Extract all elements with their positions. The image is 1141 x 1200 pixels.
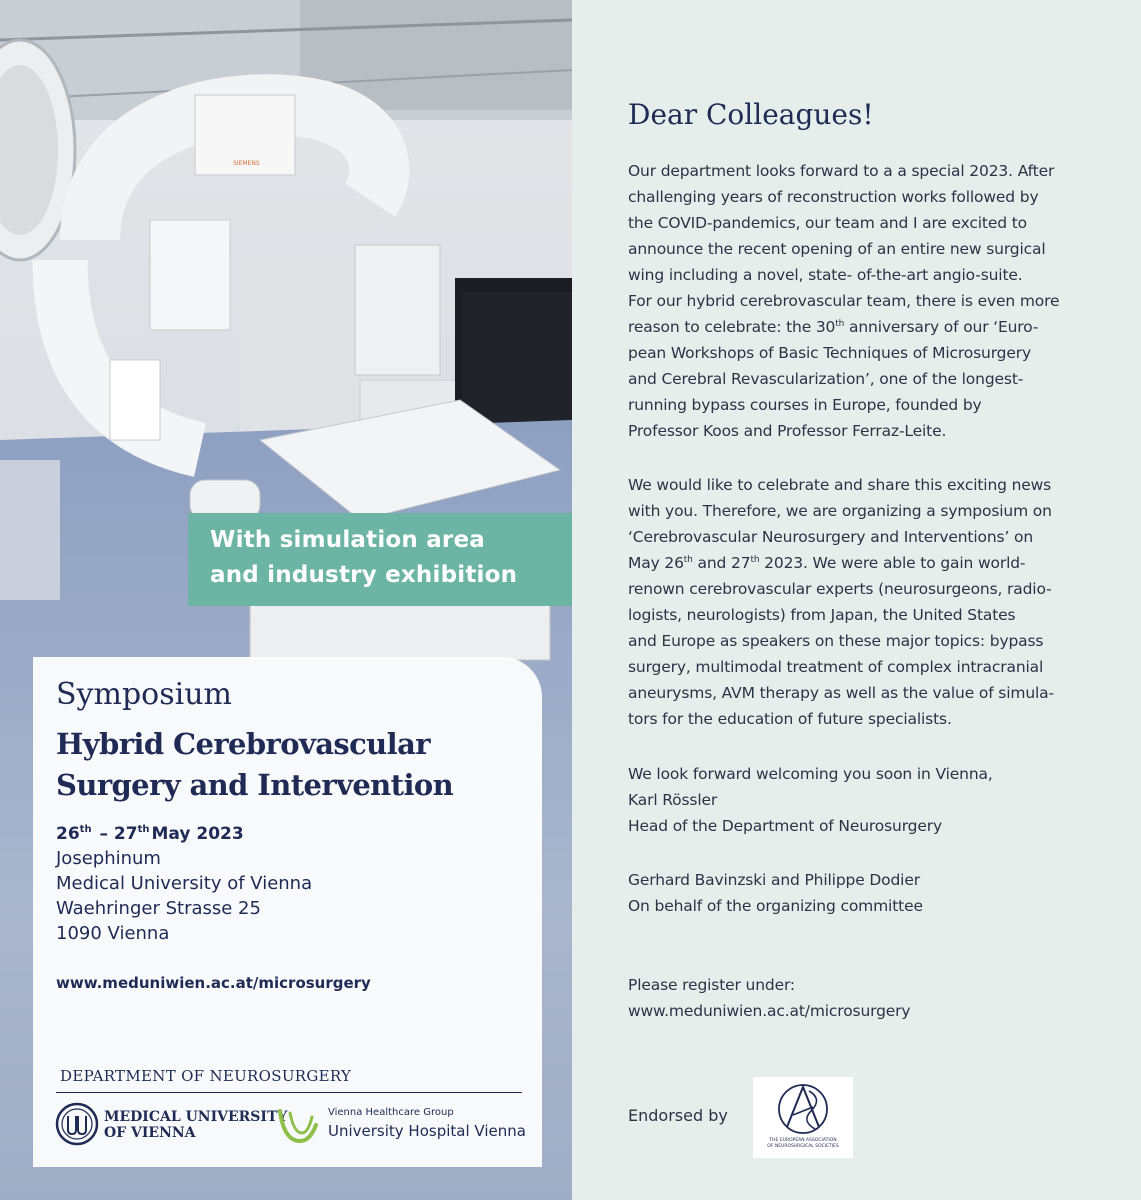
date-rest: May 2023 xyxy=(151,824,244,844)
letter-line: logists, neurologists) from Japan, the United States xyxy=(628,606,1016,624)
letter-line: and Cerebral Revascularization’, one of the longest- xyxy=(628,370,1024,388)
closing-line: We look forward welcoming you soon in Vienna, xyxy=(628,765,993,783)
letter-line: renown cerebrovascular experts (neurosurgeons, radio- xyxy=(628,580,1052,598)
signer-name: Karl Rössler xyxy=(628,791,718,809)
endorsed-by-label: Endorsed by xyxy=(628,1106,728,1125)
letter-line: running bypass courses in Europe, founded by xyxy=(628,396,982,414)
medical-university-name xyxy=(104,1109,287,1141)
eans-logo xyxy=(753,1077,853,1158)
letter-line xyxy=(628,554,1025,572)
anniversary-sup: th xyxy=(835,319,845,329)
website-link[interactable]: www.meduniwien.ac.at/microsurgery xyxy=(56,974,371,992)
letter-line: wing including a novel, state- of-the-art angio-suite. xyxy=(628,266,1023,284)
committee-role: On behalf of the organizing committee xyxy=(628,897,923,915)
letter-line: with you. Therefore, we are organizing a symposium on xyxy=(628,502,1052,520)
letter-line: For our hybrid cerebrovascular team, there is even more xyxy=(628,292,1060,310)
committee-names: Gerhard Bavinzski and Philippe Dodier xyxy=(628,871,920,889)
eans-caption xyxy=(753,1138,853,1149)
address-line-1: Josephinum xyxy=(56,848,161,869)
date-day2: 27 xyxy=(113,824,138,844)
symposium-card xyxy=(33,657,542,1167)
letter-line: We would like to celebrate and share this exciting news xyxy=(628,476,1052,494)
letter-line: tors for the education of future specialists. xyxy=(628,710,952,728)
university-hospital-label: University Hospital Vienna xyxy=(328,1122,526,1140)
symposium-label: Symposium xyxy=(56,677,232,712)
letter-line: challenging years of reconstruction works followed by xyxy=(628,188,1039,206)
greeting-heading: Dear Colleagues! xyxy=(628,98,874,131)
dates-post: 2023. We were able to gain world- xyxy=(759,554,1026,572)
date-day1: 26 xyxy=(56,824,80,844)
letter-line: surgery, multimodal treatment of complex intracranial xyxy=(628,658,1044,676)
letter-line: the COVID-pandemics, our team and I are excited to xyxy=(628,214,1027,232)
eans-caption-line-2: OF NEUROSURGICAL SOCIETIES xyxy=(767,1143,839,1149)
eans-caption-line-1: THE EUROPEAN ASSOCIATION xyxy=(769,1138,837,1143)
letter-line xyxy=(628,318,1038,336)
letter-line: aneurysms, AVM therapy as well as the value of simula- xyxy=(628,684,1054,702)
dates-pre: May 26 xyxy=(628,554,684,572)
department-divider xyxy=(56,1092,522,1093)
svg-text:SIEMENS: SIEMENS xyxy=(233,160,260,167)
dates-sup1: th xyxy=(683,555,693,565)
address-line-4: 1090 Vienna xyxy=(56,923,170,944)
address-line-3: Waehringer Strasse 25 xyxy=(56,898,261,919)
date-sup2: th xyxy=(137,824,150,835)
dates-mid: and 27 xyxy=(692,554,751,572)
date-sup1: th xyxy=(79,824,92,835)
date-dash: – xyxy=(99,824,108,844)
eans-emblem-icon xyxy=(753,1077,853,1139)
title-line-2: Surgery and Intervention xyxy=(56,768,454,802)
medical-university-logo-icon xyxy=(55,1102,99,1146)
letter-line: announce the recent opening of an entire new surgical xyxy=(628,240,1046,258)
address-line-2: Medical University of Vienna xyxy=(56,873,313,894)
dates-sup2: th xyxy=(750,555,760,565)
title-line-1: Hybrid Cerebrovascular xyxy=(56,727,430,761)
anniversary-pre: reason to celebrate: the 30 xyxy=(628,318,836,336)
register-label: Please register under: xyxy=(628,976,795,994)
anniversary-post: anniversary of our ‘Euro- xyxy=(844,318,1039,336)
signer-title: Head of the Department of Neurosurgery xyxy=(628,817,942,835)
letter-line: and Europe as speakers on these major topics: bypass xyxy=(628,632,1044,650)
simulation-banner xyxy=(188,513,572,606)
mu-name-line-1: MEDICAL UNIVERSITY xyxy=(104,1109,288,1125)
event-date xyxy=(56,824,244,844)
department-label: DEPARTMENT OF NEUROSURGERY xyxy=(60,1067,352,1085)
letter-line: Professor Koos and Professor Ferraz-Leite. xyxy=(628,422,947,440)
healthcare-group-label: Vienna Healthcare Group xyxy=(328,1107,454,1118)
letter-line: pean Workshops of Basic Techniques of Microsurgery xyxy=(628,344,1031,362)
mu-name-line-2: OF VIENNA xyxy=(104,1125,196,1141)
letter-line: Our department looks forward to a a special 2023. After xyxy=(628,162,1055,180)
letter-line: ‘Cerebrovascular Neurosurgery and Interventions’ on xyxy=(628,528,1033,546)
banner-line-1: With simulation area xyxy=(210,527,485,553)
letter-panel xyxy=(572,0,1141,1200)
banner-line-2: and industry exhibition xyxy=(210,562,518,588)
university-hospital-logo-icon xyxy=(276,1105,326,1147)
register-link[interactable]: www.meduniwien.ac.at/microsurgery xyxy=(628,1002,911,1020)
